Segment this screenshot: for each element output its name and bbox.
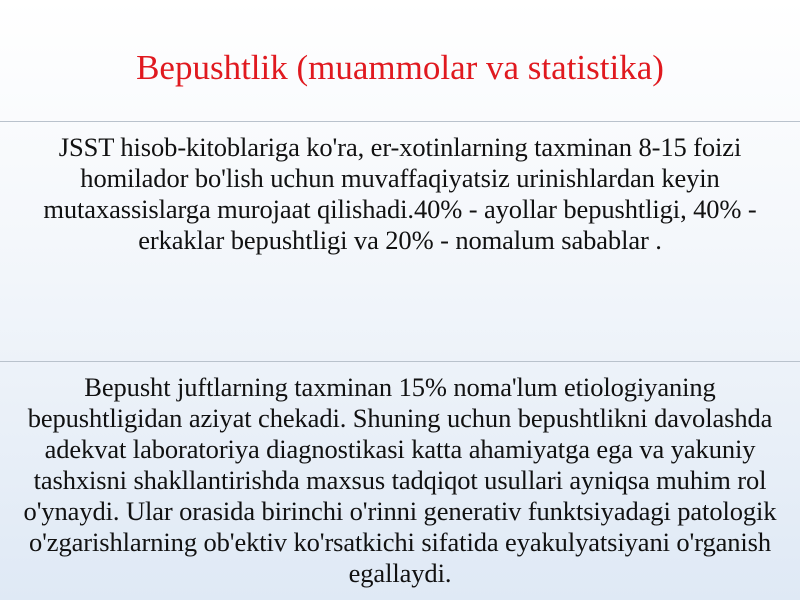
title-divider <box>0 121 800 122</box>
statistics-paragraph: JSST hisob-kitoblariga ko'ra, er-xotinlarning taxminan 8-15 foizi homilador bo'lish uchun muvaffaqiyatsiz urinishlardan keyin mutaxassislarga murojaat qilishadi.40% - ayollar bepushtligi, 40% - erkaklar bepushtligi va 20% - nomalum sabablar . <box>43 132 757 255</box>
diagnostics-paragraph: Bepusht juftlarning taxminan 15% noma'lum etiologiyaning bepushtligidan aziyat chekadi. Shuning uchun bepushtlikni davolashda adekvat laboratoriya diagnostikasi katta ahamiyatga ega va yakuniy tashxisni shakllantirishda maxsus tadqiqot usullari ayniqsa muhim rol o'ynaydi. Ular orasida birinchi o'rinni generativ funktsiyadagi patologik o'zgarishlarning ob'ektiv ko'rsatkichi sifatida eyakulyatsiyani o'rganish egallaydi. <box>23 372 777 588</box>
slide-title: Bepushtlik (muammolar va statistika) <box>136 48 664 87</box>
section-divider <box>0 361 800 362</box>
